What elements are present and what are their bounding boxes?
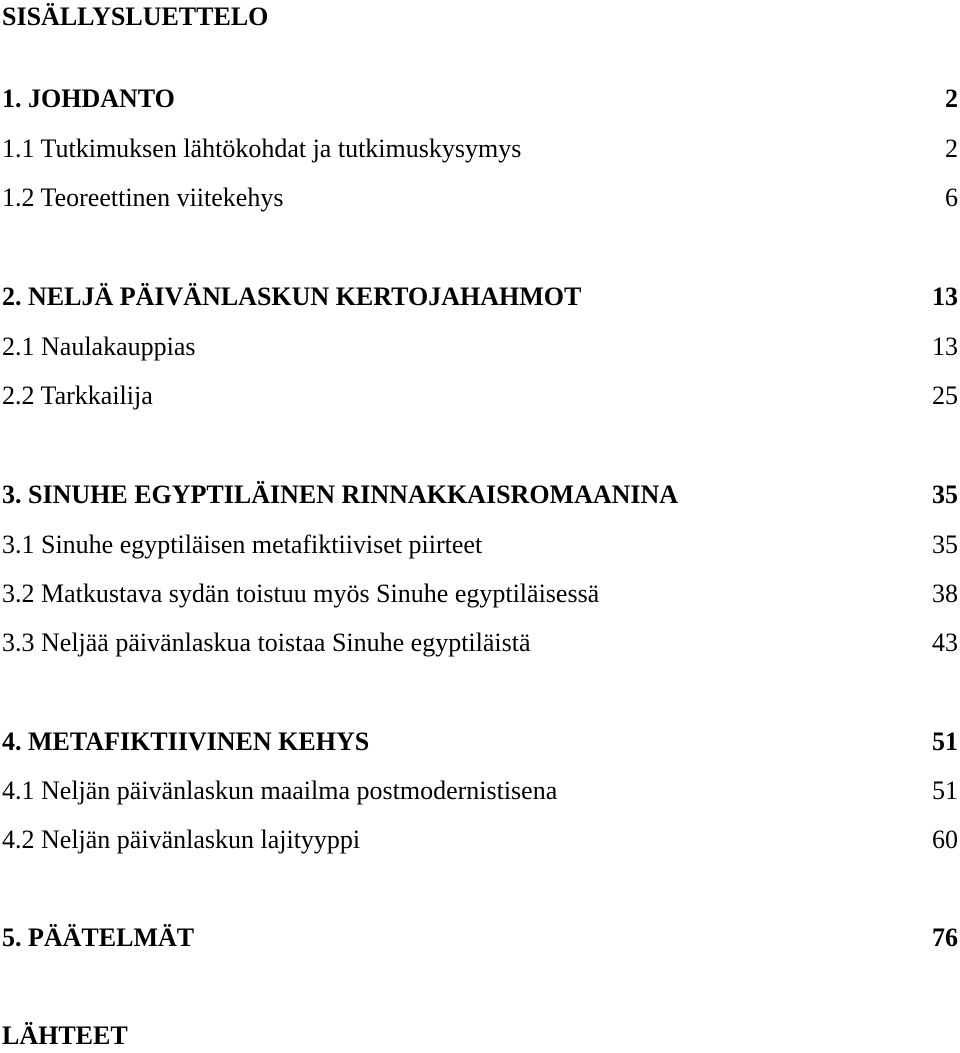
toc-entry-4-1 <box>2 774 958 808</box>
toc-entry-label: 2. NELJÄ PÄIVÄNLASKUN KERTOJAHAHMOT <box>2 282 582 311</box>
toc-title: SISÄLLYSLUETTELO <box>2 2 269 31</box>
toc-entry-page: 6 <box>945 183 958 212</box>
toc-entry-page: 13 <box>932 282 958 311</box>
toc-entry-label: 1.2 Teoreettinen viitekehys <box>2 183 284 212</box>
toc-entry-label: 1.1 Tutkimuksen lähtökohdat ja tutkimuskysymys <box>2 134 522 163</box>
toc-entry-label: 4. METAFIKTIIVINEN KEHYS <box>2 727 370 756</box>
toc-entry-label: 4.1 Neljän päivänlaskun maailma postmodernistisena <box>2 776 558 805</box>
toc-entry-5 <box>2 921 958 955</box>
toc-entry-label: LÄHTEET <box>2 1021 128 1050</box>
toc-entry-3-1 <box>2 528 958 562</box>
toc-entry-label: 3.3 Neljää päivänlaskua toistaa Sinuhe egyptiläistä <box>2 628 531 657</box>
toc-entry-3 <box>2 478 958 512</box>
toc-entry-label: 2.2 Tarkkailija <box>2 381 153 410</box>
toc-entry-4 <box>2 725 958 759</box>
toc-entry-2-1 <box>2 330 958 364</box>
toc-entry-1 <box>2 82 958 116</box>
toc-entry-2-2 <box>2 379 958 413</box>
toc-entry-3-3 <box>2 626 958 660</box>
toc-entry-2 <box>2 280 958 314</box>
toc-entry-label: 3.2 Matkustava sydän toistuu myös Sinuhe egyptiläisessä <box>2 579 600 608</box>
toc-entry-page: 43 <box>932 628 958 657</box>
toc-entry-page: 60 <box>932 825 958 854</box>
toc-entry-label: 3. SINUHE EGYPTILÄINEN RINNAKKAISROMAANINA <box>2 480 679 509</box>
toc-entry-page: 25 <box>932 381 958 410</box>
toc-entry-3-2 <box>2 577 958 611</box>
toc-entry-page: 51 <box>932 727 958 756</box>
toc-entry-page: 2 <box>945 134 958 163</box>
toc-entry-references <box>2 1019 958 1053</box>
toc-entry-page: 51 <box>932 776 958 805</box>
toc-entry-page: 35 <box>932 530 958 559</box>
toc-entry-page: 13 <box>932 332 958 361</box>
toc-entry-label: 1. JOHDANTO <box>2 84 175 113</box>
toc-entry-page: 2 <box>945 84 958 113</box>
toc-entry-4-2 <box>2 823 958 857</box>
toc-entry-1-1 <box>2 132 958 166</box>
toc-entry-label: 4.2 Neljän päivänlaskun lajityyppi <box>2 825 361 854</box>
toc-entry-page: 38 <box>932 579 958 608</box>
toc-entry-page: 35 <box>932 480 958 509</box>
toc-entry-page: 76 <box>932 923 958 952</box>
toc-entry-label: 3.1 Sinuhe egyptiläisen metafiktiiviset piirteet <box>2 530 483 559</box>
toc-entry-1-2 <box>2 181 958 215</box>
toc-entry-label: 2.1 Naulakauppias <box>2 332 196 361</box>
toc-entry-label: 5. PÄÄTELMÄT <box>2 923 195 952</box>
